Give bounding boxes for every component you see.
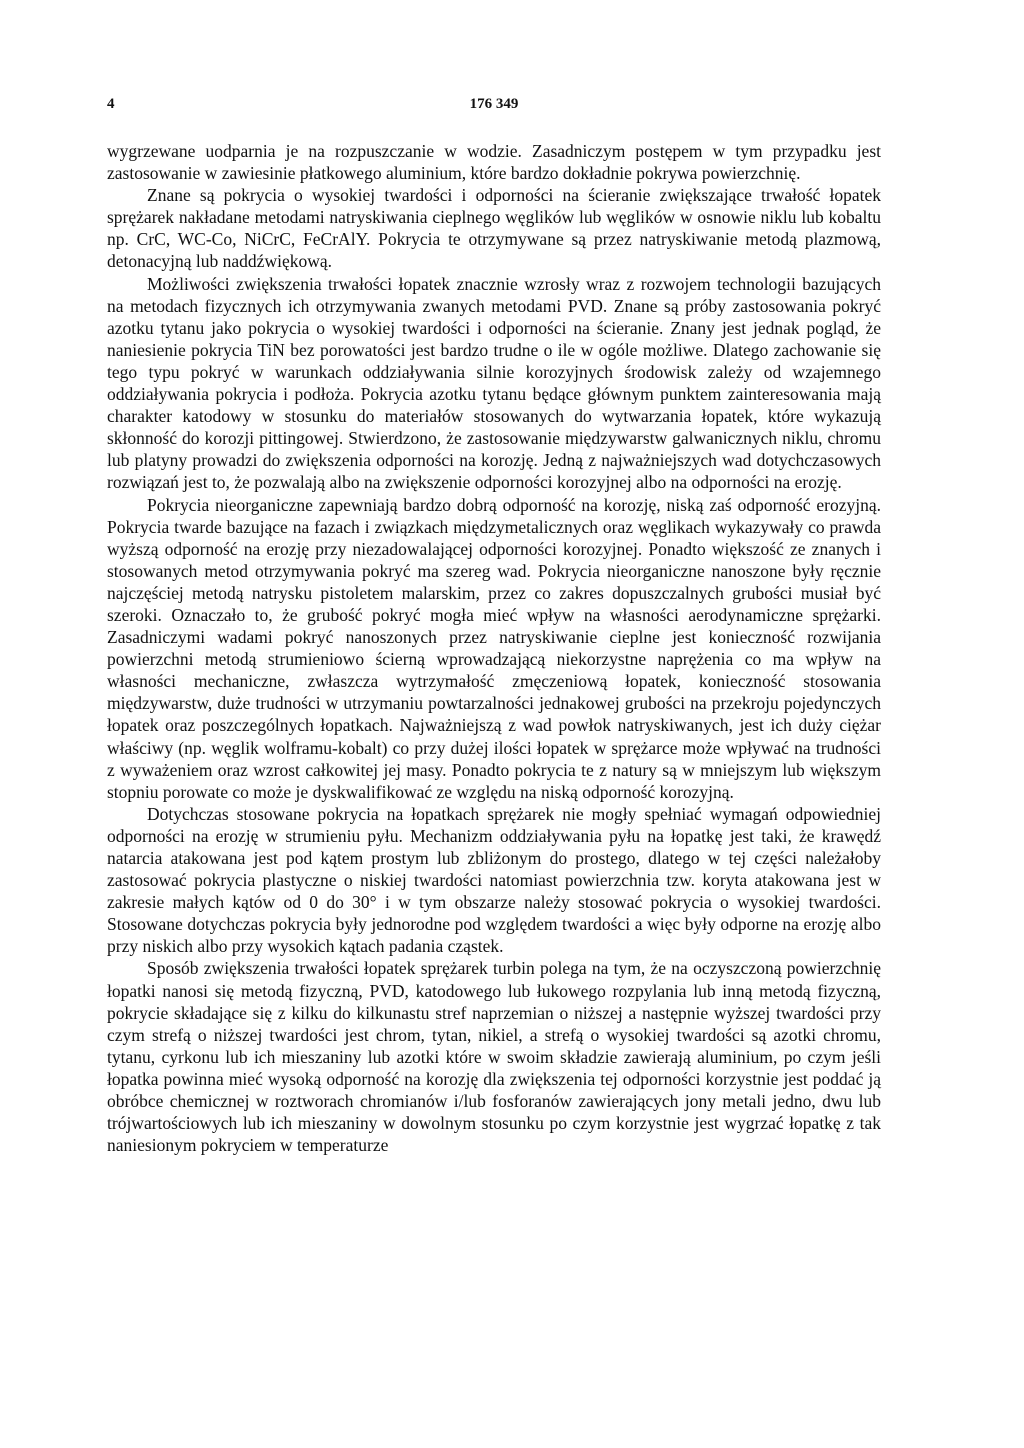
paragraph-pvd-methods: Możliwości zwiększenia trwałości łopatek znacznie wzrosły wraz z rozwojem technologii bazujących na metodach fizycznych ich otrzymywania zwanych metodami PVD. Znane są próby zastosowania pokryć azotku tytanu jako pokrycia o wysokiej twardości i odporności na ścieranie. Znany jest jednak pogląd, że naniesienie pokrycia TiN bez porowatości jest bardzo trudne o ile w ogóle możliwe. Dlatego zachowanie się tego typu pokryć w warunkach oddziaływania silnie korozyjnych środowisk zależy od wzajemnego oddziaływania pokrycia i podłoża. Pokrycia azotku tytanu będące głównym punktem zainteresowania mają charakter katodowy w stosunku do materiałów stosowanych do wytwarzania łopatek, które wykazują skłonność do korozji pittingowej. Stwierdzono, że zastosowanie międzywarstw galwanicznych niklu, chromu lub platyny prowadzi do zwiększenia odporności na korozję. Jedną z najważniejszych wad dotychczasowych rozwiązań jest to, że pozwalają albo na zwiększenie odporności korozyjnej albo na odporności na erozję. [107,273,881,493]
page-number: 4 [107,96,115,112]
paragraph-inorganic-coatings: Pokrycia nieorganiczne zapewniają bardzo dobrą odporność na korozję, niską zaś odporność erozyjną. Pokrycia twarde bazujące na fazach i związkach międzymetalicznych oraz węglikach wykazywały co prawda wyższą odporność na erozję przy niezadowalającej odporności korozyjnej. Ponadto większość ze znanych i stosowanych metod otrzymywania pokryć ma szereg wad. Pokrycia nieorganiczne nanoszone były ręcznie najczęściej metodą natrysku pistoletem malarskim, przez co zakres dopuszczalnych grubości musiał być szeroki. Oznaczało to, że grubość pokryć mogła mieć wpływ na własności aerodynamiczne sprężarki. Zasadniczymi wadami pokryć nanoszonych przez natryskiwanie cieplne jest konieczność rozwijania powierzchni metodą strumieniowo ścierną wprowadzającą niekorzystne naprężenia co ma wpływ na własności mechaniczne, zwłaszcza wytrzymałość zmęczeniową łopatek, konieczność stosowania międzywarstw, duże trudności w utrzymaniu powtarzalności jednakowej grubości na przekroju pojedynczych łopatek oraz poszczególnych łopatkach. Najważniejszą z wad powłok natryskiwanych, jest ich duży ciężar właściwy (np. węglik wolframu-kobalt) co przy dużej ilości łopatek w sprężarce może wpływać na trudności z wyważeniem oraz wzrost całkowitej jej masy. Ponadto pokrycia te z natury są w mniejszym lub większym stopniu porowate co może je dyskwalifikować ze względu na niską odporność korozyjną. [107,494,881,802]
page-header [107,96,881,118]
patent-number: 176 349 [469,96,519,112]
paragraph-dust-erosion: Dotychczas stosowane pokrycia na łopatkach sprężarek nie mogły spełniać wymagań odpowiedniej odporności na erozję w strumieniu pyłu. Mechanizm oddziaływania pyłu na łopatkę jest taki, że krawędź natarcia atakowana jest pod kątem prostym lub zbliżonym do prostego, dlatego w tej części należałoby zastosować pokrycia plastyczne o niskiej twardości natomiast powierzchnia tzw. koryta atakowana jest w zakresie małych kątów od 0 do 30° i w tym obszarze należy stosować pokrycia o wysokiej twardości. Stosowane dotychczas pokrycia były jednorodne pod względem twardości a więc były odporne na erozję albo przy niskich albo przy wysokich kątach padania cząstek. [107,803,881,957]
paragraph-method-description: Sposób zwiększenia trwałości łopatek sprężarek turbin polega na tym, że na oczyszczoną powierzchnię łopatki nanosi się metodą fizyczną, PVD, katodowego lub łukowego rozpylania lub inną metodą fizyczną, pokrycie składające się z kilku do kilkunastu stref naprzemian o niższej a następnie wyższej twardości przy czym strefą o niższej twardości jest chrom, tytan, nikiel, a strefą o wysokiej twardości są azotki chromu, tytanu, cyrkonu lub ich mieszaniny lub azotki które w swoim składzie zawierają aluminium, po czym jeśli łopatka powinna mieć wysoką odporność na korozję dla zwiększenia tej odporności korzystnie jest poddać ją obróbce chemicznej w roztworach chromianów i/lub fosforanów zawierających jony metali jedno, dwu lub trójwartościowych lub ich mieszaniny w dowolnym stosunku po czym korzystnie jest wygrzać łopatkę z tak naniesionym pokryciem w temperaturze [107,958,881,1156]
body-text [107,140,881,1156]
paragraph-continuation: wygrzewane uodparnia je na rozpuszczanie w wodzie. Zasadniczym postępem w tym przypadku jest zastosowanie w zawiesinie płatkowego aluminium, które bardzo dokładnie pokrywa powierzchnię. [107,141,881,184]
paragraph-known-coatings: Znane są pokrycia o wysokiej twardości i odporności na ścieranie zwiększające trwałość łopatek sprężarek nakładane metodami natryskiwania cieplnego węglików lub węglików w osnowie niklu lub kobaltu np. CrC, WC-Co, NiCrC, FeCrAlY. Pokrycia te otrzymywane są przez natryskiwanie metodą plazmową, detonacyjną lub naddźwiękową. [107,185,881,272]
